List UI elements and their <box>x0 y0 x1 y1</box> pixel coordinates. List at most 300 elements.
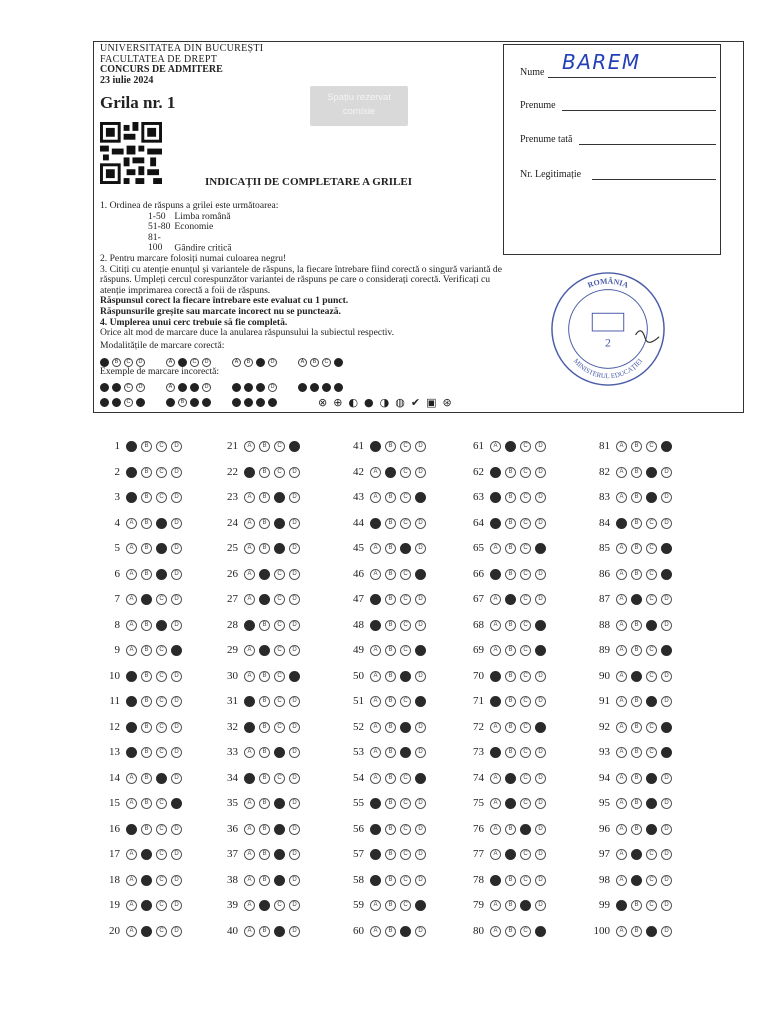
answer-bubble-c[interactable]: C <box>520 849 531 860</box>
answer-bubble-b[interactable] <box>631 594 642 605</box>
answer-bubble-b[interactable]: B <box>259 492 270 503</box>
answer-bubble-b[interactable] <box>259 900 270 911</box>
answer-bubble-b[interactable]: B <box>385 875 396 886</box>
answer-bubble-c[interactable]: C <box>400 594 411 605</box>
answer-bubble-a[interactable]: A <box>490 824 501 835</box>
answer-bubble-d[interactable]: D <box>289 518 300 529</box>
answer-bubble-c[interactable]: C <box>520 722 531 733</box>
answer-bubble-a[interactable]: A <box>370 722 381 733</box>
answer-bubble-c[interactable]: C <box>520 696 531 707</box>
answer-bubble-c[interactable]: C <box>400 875 411 886</box>
answer-bubble-d[interactable]: D <box>415 543 426 554</box>
answer-bubble-a[interactable]: A <box>490 722 501 733</box>
answer-bubble-c[interactable]: C <box>646 543 657 554</box>
answer-bubble-c[interactable] <box>520 824 531 835</box>
answer-bubble-b[interactable]: B <box>505 824 516 835</box>
answer-bubble-a[interactable]: A <box>370 543 381 554</box>
answer-bubble-d[interactable] <box>661 441 672 452</box>
answer-bubble-c[interactable]: C <box>274 594 285 605</box>
answer-bubble-a[interactable]: A <box>370 467 381 478</box>
answer-bubble-c[interactable]: C <box>520 569 531 580</box>
answer-bubble-d[interactable]: D <box>171 747 182 758</box>
answer-bubble-a[interactable]: A <box>126 645 137 656</box>
answer-bubble-b[interactable]: B <box>141 747 152 758</box>
answer-bubble-a[interactable]: A <box>244 671 255 682</box>
answer-bubble-b[interactable]: B <box>385 620 396 631</box>
answer-bubble-d[interactable]: D <box>289 900 300 911</box>
answer-bubble-c[interactable]: C <box>520 492 531 503</box>
answer-bubble-d[interactable]: D <box>289 849 300 860</box>
answer-bubble-c[interactable] <box>156 569 167 580</box>
answer-bubble-b[interactable]: B <box>505 620 516 631</box>
answer-bubble-a[interactable]: A <box>490 620 501 631</box>
answer-bubble-c[interactable] <box>400 671 411 682</box>
answer-bubble-b[interactable]: B <box>259 875 270 886</box>
answer-bubble-c[interactable]: C <box>646 441 657 452</box>
answer-bubble-b[interactable]: B <box>385 441 396 452</box>
answer-bubble-d[interactable]: D <box>289 569 300 580</box>
answer-bubble-b[interactable]: B <box>259 467 270 478</box>
answer-bubble-d[interactable]: D <box>289 620 300 631</box>
answer-bubble-b[interactable]: B <box>385 900 396 911</box>
answer-bubble-a[interactable]: A <box>616 594 627 605</box>
answer-bubble-c[interactable] <box>156 620 167 631</box>
answer-bubble-c[interactable]: C <box>520 747 531 758</box>
answer-bubble-d[interactable]: D <box>661 620 672 631</box>
answer-bubble-c[interactable] <box>400 543 411 554</box>
answer-bubble-b[interactable]: B <box>385 926 396 937</box>
answer-bubble-d[interactable] <box>415 569 426 580</box>
answer-bubble-d[interactable]: D <box>535 798 546 809</box>
answer-bubble-b[interactable]: B <box>505 543 516 554</box>
answer-bubble-b[interactable]: B <box>505 875 516 886</box>
answer-bubble-b[interactable]: B <box>385 518 396 529</box>
answer-bubble-c[interactable] <box>274 798 285 809</box>
answer-bubble-b[interactable]: B <box>385 645 396 656</box>
answer-bubble-a[interactable] <box>126 696 137 707</box>
answer-bubble-b[interactable]: B <box>259 620 270 631</box>
answer-bubble-b[interactable]: B <box>505 569 516 580</box>
answer-bubble-c[interactable]: C <box>274 467 285 478</box>
answer-bubble-d[interactable] <box>415 900 426 911</box>
answer-bubble-c[interactable]: C <box>156 926 167 937</box>
answer-bubble-a[interactable]: A <box>616 492 627 503</box>
answer-bubble-b[interactable]: B <box>141 824 152 835</box>
answer-bubble-a[interactable]: A <box>244 492 255 503</box>
answer-bubble-b[interactable]: B <box>385 798 396 809</box>
answer-bubble-b[interactable]: B <box>141 543 152 554</box>
answer-bubble-c[interactable] <box>400 722 411 733</box>
answer-bubble-b[interactable] <box>505 441 516 452</box>
answer-bubble-b[interactable]: B <box>631 620 642 631</box>
answer-bubble-a[interactable]: A <box>126 543 137 554</box>
answer-bubble-c[interactable] <box>274 492 285 503</box>
answer-bubble-d[interactable]: D <box>289 926 300 937</box>
answer-bubble-c[interactable]: C <box>274 696 285 707</box>
answer-bubble-d[interactable] <box>415 645 426 656</box>
answer-bubble-d[interactable]: D <box>415 722 426 733</box>
answer-bubble-b[interactable]: B <box>631 747 642 758</box>
answer-bubble-c[interactable] <box>274 518 285 529</box>
answer-bubble-a[interactable]: A <box>490 926 501 937</box>
answer-bubble-a[interactable] <box>244 620 255 631</box>
answer-bubble-b[interactable]: B <box>141 645 152 656</box>
answer-bubble-b[interactable]: B <box>259 849 270 860</box>
answer-bubble-d[interactable]: D <box>415 798 426 809</box>
answer-bubble-b[interactable]: B <box>631 492 642 503</box>
answer-bubble-b[interactable]: B <box>259 671 270 682</box>
answer-bubble-d[interactable]: D <box>535 518 546 529</box>
answer-bubble-a[interactable]: A <box>126 798 137 809</box>
answer-bubble-a[interactable] <box>370 824 381 835</box>
answer-bubble-d[interactable]: D <box>535 773 546 784</box>
answer-bubble-b[interactable] <box>141 926 152 937</box>
answer-bubble-d[interactable] <box>535 926 546 937</box>
answer-bubble-a[interactable]: A <box>244 543 255 554</box>
answer-bubble-b[interactable] <box>141 875 152 886</box>
answer-bubble-a[interactable]: A <box>244 875 255 886</box>
answer-bubble-d[interactable]: D <box>415 441 426 452</box>
answer-bubble-a[interactable]: A <box>126 569 137 580</box>
answer-bubble-d[interactable]: D <box>535 875 546 886</box>
answer-bubble-d[interactable]: D <box>289 594 300 605</box>
answer-bubble-a[interactable] <box>490 518 501 529</box>
answer-bubble-c[interactable]: C <box>274 671 285 682</box>
answer-bubble-b[interactable] <box>631 849 642 860</box>
answer-bubble-d[interactable]: D <box>289 543 300 554</box>
answer-bubble-b[interactable]: B <box>505 747 516 758</box>
answer-bubble-c[interactable]: C <box>156 747 167 758</box>
answer-bubble-a[interactable]: A <box>490 441 501 452</box>
answer-bubble-a[interactable]: A <box>370 492 381 503</box>
answer-bubble-b[interactable]: B <box>631 569 642 580</box>
answer-bubble-a[interactable]: A <box>616 722 627 733</box>
answer-bubble-d[interactable]: D <box>661 900 672 911</box>
answer-bubble-b[interactable] <box>141 900 152 911</box>
answer-bubble-a[interactable]: A <box>370 696 381 707</box>
answer-bubble-d[interactable]: D <box>535 594 546 605</box>
answer-bubble-b[interactable] <box>505 594 516 605</box>
answer-bubble-a[interactable] <box>126 824 137 835</box>
answer-bubble-d[interactable]: D <box>535 467 546 478</box>
answer-bubble-c[interactable]: C <box>156 671 167 682</box>
answer-bubble-d[interactable] <box>535 722 546 733</box>
answer-bubble-a[interactable]: A <box>126 849 137 860</box>
answer-bubble-b[interactable]: B <box>259 722 270 733</box>
answer-bubble-b[interactable]: B <box>141 722 152 733</box>
answer-bubble-c[interactable]: C <box>520 875 531 886</box>
answer-bubble-d[interactable]: D <box>661 849 672 860</box>
answer-bubble-d[interactable]: D <box>415 671 426 682</box>
answer-bubble-a[interactable] <box>126 671 137 682</box>
answer-bubble-a[interactable]: A <box>616 747 627 758</box>
answer-bubble-c[interactable] <box>646 798 657 809</box>
answer-bubble-d[interactable] <box>535 645 546 656</box>
answer-bubble-b[interactable]: B <box>631 441 642 452</box>
answer-bubble-c[interactable]: C <box>274 620 285 631</box>
answer-bubble-b[interactable]: B <box>505 467 516 478</box>
answer-bubble-b[interactable]: B <box>385 773 396 784</box>
answer-bubble-b[interactable]: B <box>631 722 642 733</box>
answer-bubble-c[interactable]: C <box>400 467 411 478</box>
answer-bubble-d[interactable]: D <box>289 467 300 478</box>
answer-bubble-a[interactable] <box>490 747 501 758</box>
answer-bubble-d[interactable]: D <box>661 696 672 707</box>
answer-bubble-c[interactable]: C <box>520 773 531 784</box>
answer-bubble-a[interactable] <box>244 467 255 478</box>
answer-bubble-d[interactable] <box>535 620 546 631</box>
answer-bubble-a[interactable]: A <box>616 441 627 452</box>
answer-bubble-c[interactable]: C <box>520 467 531 478</box>
answer-bubble-c[interactable]: C <box>274 569 285 580</box>
answer-bubble-c[interactable]: C <box>646 900 657 911</box>
answer-bubble-c[interactable]: C <box>520 441 531 452</box>
answer-bubble-b[interactable] <box>259 569 270 580</box>
answer-bubble-b[interactable]: B <box>505 696 516 707</box>
answer-bubble-c[interactable]: C <box>274 900 285 911</box>
answer-bubble-d[interactable] <box>415 492 426 503</box>
answer-bubble-c[interactable]: C <box>646 671 657 682</box>
answer-bubble-b[interactable]: B <box>259 518 270 529</box>
answer-bubble-d[interactable]: D <box>289 696 300 707</box>
answer-bubble-a[interactable] <box>616 518 627 529</box>
answer-bubble-c[interactable] <box>274 875 285 886</box>
answer-bubble-b[interactable]: B <box>141 467 152 478</box>
answer-bubble-a[interactable]: A <box>244 441 255 452</box>
answer-bubble-a[interactable]: A <box>126 773 137 784</box>
answer-bubble-b[interactable]: B <box>631 926 642 937</box>
answer-bubble-b[interactable]: B <box>631 467 642 478</box>
answer-bubble-d[interactable]: D <box>415 467 426 478</box>
answer-bubble-d[interactable]: D <box>415 926 426 937</box>
answer-bubble-c[interactable]: C <box>646 849 657 860</box>
answer-bubble-b[interactable]: B <box>141 671 152 682</box>
answer-bubble-d[interactable]: D <box>535 849 546 860</box>
answer-bubble-a[interactable] <box>370 620 381 631</box>
answer-bubble-b[interactable]: B <box>505 926 516 937</box>
answer-bubble-d[interactable] <box>661 747 672 758</box>
answer-bubble-c[interactable] <box>274 849 285 860</box>
answer-bubble-c[interactable]: C <box>156 824 167 835</box>
answer-bubble-b[interactable]: B <box>505 900 516 911</box>
answer-bubble-b[interactable]: B <box>385 492 396 503</box>
answer-bubble-a[interactable] <box>370 594 381 605</box>
answer-bubble-c[interactable] <box>646 696 657 707</box>
answer-bubble-b[interactable]: B <box>385 696 396 707</box>
answer-bubble-c[interactable]: C <box>274 722 285 733</box>
answer-bubble-d[interactable]: D <box>171 875 182 886</box>
answer-bubble-b[interactable]: B <box>141 798 152 809</box>
answer-bubble-a[interactable]: A <box>126 900 137 911</box>
answer-bubble-d[interactable] <box>415 773 426 784</box>
answer-bubble-d[interactable] <box>661 569 672 580</box>
answer-bubble-b[interactable] <box>505 798 516 809</box>
answer-bubble-a[interactable]: A <box>616 645 627 656</box>
answer-bubble-c[interactable]: C <box>520 620 531 631</box>
answer-bubble-b[interactable]: B <box>141 773 152 784</box>
answer-bubble-a[interactable]: A <box>616 543 627 554</box>
answer-bubble-c[interactable]: C <box>400 569 411 580</box>
answer-bubble-c[interactable] <box>156 773 167 784</box>
answer-bubble-c[interactable]: C <box>520 594 531 605</box>
answer-bubble-c[interactable]: C <box>156 594 167 605</box>
answer-bubble-a[interactable]: A <box>490 798 501 809</box>
answer-bubble-b[interactable]: B <box>631 900 642 911</box>
answer-bubble-a[interactable] <box>490 671 501 682</box>
answer-bubble-c[interactable] <box>156 543 167 554</box>
answer-bubble-a[interactable] <box>126 747 137 758</box>
answer-bubble-d[interactable]: D <box>415 620 426 631</box>
answer-bubble-b[interactable]: B <box>141 620 152 631</box>
answer-bubble-a[interactable] <box>370 875 381 886</box>
answer-bubble-a[interactable]: A <box>370 645 381 656</box>
answer-bubble-a[interactable]: A <box>616 824 627 835</box>
answer-bubble-c[interactable]: C <box>400 773 411 784</box>
answer-bubble-c[interactable]: C <box>400 441 411 452</box>
answer-bubble-c[interactable]: C <box>646 569 657 580</box>
answer-bubble-b[interactable] <box>631 671 642 682</box>
answer-bubble-d[interactable] <box>661 722 672 733</box>
answer-bubble-c[interactable]: C <box>156 900 167 911</box>
answer-bubble-a[interactable]: A <box>490 594 501 605</box>
answer-bubble-a[interactable]: A <box>616 773 627 784</box>
answer-bubble-c[interactable]: C <box>646 594 657 605</box>
answer-bubble-a[interactable]: A <box>126 620 137 631</box>
answer-bubble-b[interactable]: B <box>505 722 516 733</box>
answer-bubble-d[interactable]: D <box>535 569 546 580</box>
answer-bubble-a[interactable] <box>490 696 501 707</box>
answer-bubble-c[interactable]: C <box>156 875 167 886</box>
answer-bubble-d[interactable]: D <box>171 722 182 733</box>
answer-bubble-d[interactable]: D <box>415 518 426 529</box>
answer-bubble-d[interactable]: D <box>415 747 426 758</box>
answer-bubble-a[interactable]: A <box>244 645 255 656</box>
answer-bubble-a[interactable]: A <box>370 747 381 758</box>
answer-bubble-b[interactable]: B <box>385 824 396 835</box>
answer-bubble-d[interactable]: D <box>289 773 300 784</box>
answer-bubble-c[interactable] <box>646 467 657 478</box>
answer-bubble-b[interactable]: B <box>259 824 270 835</box>
answer-bubble-c[interactable] <box>400 926 411 937</box>
answer-bubble-d[interactable]: D <box>535 696 546 707</box>
answer-bubble-c[interactable] <box>520 900 531 911</box>
answer-bubble-b[interactable]: B <box>505 492 516 503</box>
answer-bubble-c[interactable] <box>274 824 285 835</box>
answer-bubble-d[interactable]: D <box>661 875 672 886</box>
answer-bubble-d[interactable] <box>415 696 426 707</box>
answer-bubble-d[interactable]: D <box>171 696 182 707</box>
answer-bubble-a[interactable]: A <box>244 900 255 911</box>
answer-bubble-c[interactable]: C <box>274 441 285 452</box>
answer-bubble-b[interactable]: B <box>259 747 270 758</box>
answer-bubble-c[interactable]: C <box>520 518 531 529</box>
answer-bubble-b[interactable]: B <box>631 798 642 809</box>
answer-bubble-b[interactable] <box>141 594 152 605</box>
answer-bubble-a[interactable] <box>126 722 137 733</box>
answer-bubble-b[interactable] <box>259 594 270 605</box>
answer-bubble-a[interactable]: A <box>490 543 501 554</box>
answer-bubble-b[interactable]: B <box>259 441 270 452</box>
answer-bubble-d[interactable]: D <box>661 594 672 605</box>
answer-bubble-d[interactable]: D <box>415 875 426 886</box>
answer-bubble-c[interactable]: C <box>400 798 411 809</box>
answer-bubble-a[interactable] <box>490 875 501 886</box>
answer-bubble-b[interactable] <box>505 849 516 860</box>
answer-bubble-b[interactable] <box>259 645 270 656</box>
answer-bubble-d[interactable]: D <box>171 824 182 835</box>
answer-bubble-a[interactable]: A <box>370 900 381 911</box>
answer-bubble-b[interactable]: B <box>385 594 396 605</box>
answer-bubble-a[interactable] <box>370 441 381 452</box>
answer-bubble-a[interactable]: A <box>490 645 501 656</box>
answer-bubble-a[interactable]: A <box>244 798 255 809</box>
answer-bubble-b[interactable] <box>385 467 396 478</box>
answer-bubble-d[interactable]: D <box>661 518 672 529</box>
answer-bubble-a[interactable]: A <box>244 569 255 580</box>
answer-bubble-b[interactable]: B <box>631 773 642 784</box>
answer-bubble-d[interactable]: D <box>171 441 182 452</box>
answer-bubble-c[interactable]: C <box>400 518 411 529</box>
answer-bubble-c[interactable] <box>646 824 657 835</box>
answer-bubble-c[interactable]: C <box>156 645 167 656</box>
answer-bubble-a[interactable]: A <box>490 773 501 784</box>
answer-bubble-d[interactable]: D <box>535 900 546 911</box>
answer-bubble-b[interactable]: B <box>259 773 270 784</box>
answer-bubble-a[interactable]: A <box>616 569 627 580</box>
answer-bubble-c[interactable]: C <box>646 722 657 733</box>
answer-bubble-d[interactable]: D <box>535 824 546 835</box>
answer-bubble-d[interactable]: D <box>661 492 672 503</box>
answer-bubble-a[interactable]: A <box>616 875 627 886</box>
answer-bubble-b[interactable]: B <box>141 441 152 452</box>
answer-bubble-d[interactable] <box>289 671 300 682</box>
answer-bubble-d[interactable]: D <box>535 671 546 682</box>
answer-bubble-a[interactable]: A <box>370 773 381 784</box>
answer-bubble-a[interactable]: A <box>126 518 137 529</box>
answer-bubble-a[interactable]: A <box>126 926 137 937</box>
answer-bubble-a[interactable] <box>244 722 255 733</box>
answer-bubble-d[interactable]: D <box>171 773 182 784</box>
answer-bubble-c[interactable]: C <box>646 518 657 529</box>
answer-bubble-a[interactable] <box>616 900 627 911</box>
answer-bubble-d[interactable]: D <box>171 467 182 478</box>
answer-bubble-b[interactable]: B <box>631 696 642 707</box>
answer-bubble-c[interactable] <box>646 492 657 503</box>
answer-bubble-d[interactable]: D <box>289 824 300 835</box>
answer-bubble-c[interactable]: C <box>156 849 167 860</box>
answer-bubble-a[interactable] <box>370 798 381 809</box>
answer-bubble-a[interactable]: A <box>370 569 381 580</box>
answer-bubble-b[interactable]: B <box>505 645 516 656</box>
answer-bubble-c[interactable]: C <box>646 645 657 656</box>
answer-bubble-c[interactable] <box>274 543 285 554</box>
answer-bubble-a[interactable]: A <box>244 926 255 937</box>
answer-bubble-a[interactable] <box>370 518 381 529</box>
answer-bubble-c[interactable] <box>646 773 657 784</box>
answer-bubble-d[interactable]: D <box>289 645 300 656</box>
answer-bubble-b[interactable]: B <box>141 696 152 707</box>
answer-bubble-a[interactable]: A <box>616 798 627 809</box>
answer-bubble-d[interactable]: D <box>171 849 182 860</box>
answer-bubble-c[interactable]: C <box>156 492 167 503</box>
answer-bubble-d[interactable]: D <box>289 798 300 809</box>
answer-bubble-d[interactable]: D <box>171 569 182 580</box>
answer-bubble-c[interactable]: C <box>400 645 411 656</box>
answer-bubble-b[interactable]: B <box>631 543 642 554</box>
answer-bubble-a[interactable]: A <box>490 900 501 911</box>
answer-bubble-b[interactable]: B <box>385 849 396 860</box>
answer-bubble-b[interactable]: B <box>385 671 396 682</box>
